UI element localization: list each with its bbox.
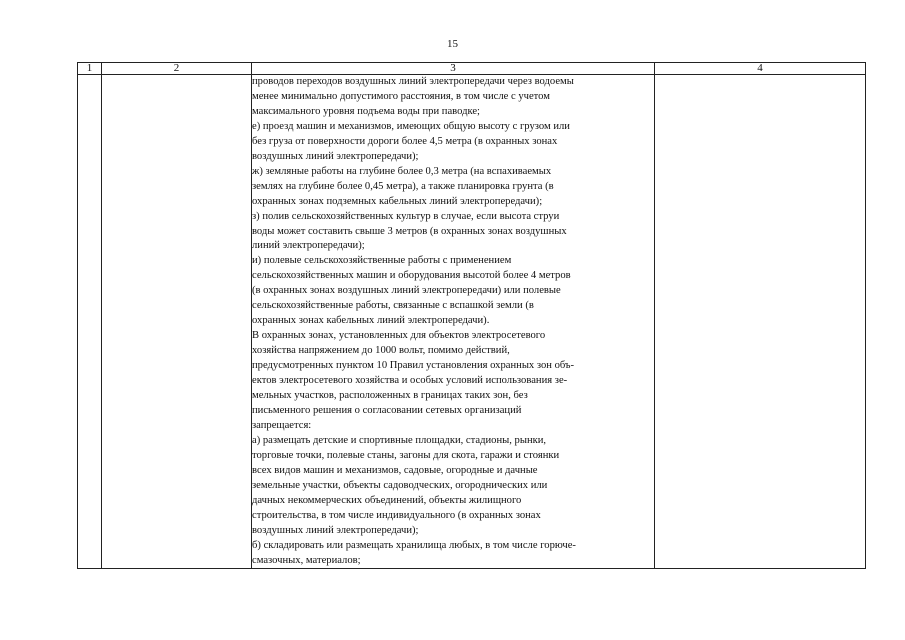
page-number: 15 — [447, 38, 458, 50]
column-2-cell — [102, 75, 252, 569]
text-line: всех видов машин и механизмов, садовые, огородные и дачные — [252, 464, 538, 476]
text-line: запрещается: — [252, 419, 312, 431]
text-line: воды может составить свыше 3 метров (в охранных зонах воздушных — [252, 225, 567, 237]
text-line: ж) земляные работы на глубине более 0,3 метра (на вспахиваемых — [252, 165, 552, 177]
text-line: а) размещать детские и спортивные площадки, стадионы, рынки, — [252, 434, 547, 446]
text-line: письменного решения о согласовании сетевых организаций — [252, 404, 522, 416]
column-3-cell — [252, 75, 655, 569]
text-line: проводов переходов воздушных линий электропередачи через водоемы — [252, 76, 574, 87]
text-line: воздушных линий электропередачи); — [252, 524, 419, 536]
text-line: сельскохозяйственных машин и оборудования высотой более 4 метров — [252, 270, 571, 282]
text-line: смазочных, материалов; — [252, 554, 361, 566]
column-header-2: 2 — [102, 63, 252, 75]
column-header-4: 4 — [655, 63, 866, 75]
text-line: мельных участков, расположенных в границах таких зон, без — [252, 390, 528, 402]
text-line: строительства, в том числе индивидуального (в охранных зонах — [252, 509, 541, 521]
column-header-1: 1 — [78, 63, 102, 75]
text-line: менее минимально допустимого расстояния, в том числе с учетом — [252, 90, 550, 102]
text-line: земельные участки, объекты садоводческих, огороднических или — [252, 479, 548, 491]
text-line: дачных некоммерческих объединений, объекты жилищного — [252, 494, 522, 506]
table-row — [78, 75, 866, 569]
text-line: з) полив сельскохозяйственных культур в случае, если высота струи — [252, 210, 560, 222]
text-line: торговые точки, полевые станы, загоны для скота, гаражи и стоянки — [252, 449, 560, 461]
text-line: сельскохозяйственные работы, связанные с вспашкой земли (в — [252, 300, 534, 312]
text-line: охранных зонах подземных кабельных линий электропередачи); — [252, 195, 543, 207]
table-header-row — [78, 63, 866, 75]
text-line: ектов электросетевого хозяйства и особых условий использования зе- — [252, 375, 568, 387]
text-line: линий электропередачи); — [252, 240, 365, 252]
text-line: воздушных линий электропередачи); — [252, 150, 419, 162]
text-line: максимального уровня подъема воды при паводке; — [252, 105, 480, 117]
text-line: предусмотренных пунктом 10 Правил установления охранных зон объ- — [252, 360, 575, 372]
text-line: без груза от поверхности дороги более 4,5 метра (в охранных зонах — [252, 135, 558, 147]
text-line: землях на глубине более 0,45 метра), а также планировка грунта (в — [252, 180, 554, 192]
text-line: и) полевые сельскохозяйственные работы с применением — [252, 255, 512, 267]
regulation-table — [77, 62, 866, 569]
text-line: е) проезд машин и механизмов, имеющих общую высоту с грузом или — [252, 120, 570, 132]
text-line: б) складировать или размещать хранилища любых, в том числе горюче- — [252, 539, 576, 551]
text-line: (в охранных зонах воздушных линий электропередачи) или полевые — [252, 285, 561, 297]
column-header-3: 3 — [252, 63, 655, 75]
column-1-cell — [78, 75, 102, 569]
column-4-cell — [655, 75, 866, 569]
text-line: В охранных зонах, установленных для объектов электросетевого — [252, 330, 546, 342]
text-line: охранных зонах кабельных линий электропередачи). — [252, 315, 490, 327]
text-line: хозяйства напряжением до 1000 вольт, помимо действий, — [252, 345, 510, 357]
